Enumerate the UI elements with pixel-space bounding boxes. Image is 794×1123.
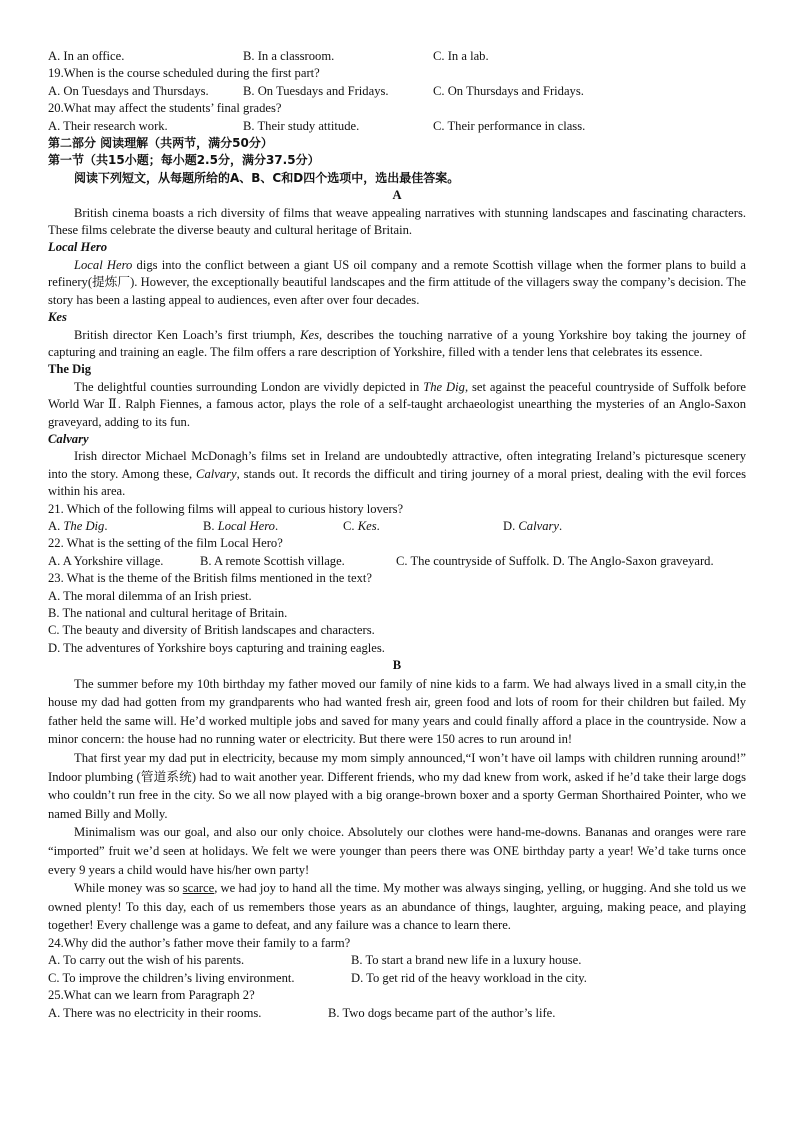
q21-option-c[interactable]: C. Kes. (343, 518, 380, 533)
passage-b-paragraph-2: That first year my dad put in electricity, because my mom simply announced,“I won’t have oil lamps with children running around!” Indoor plumbing (管道系统) had to wait another year. Different friends, who my dad knew from work, asked if he’d take their large dogs who couldn’t run free in the city. So we all now played with a big orange-brown boxer and a sporty German Shorthaired Pointer, who we named Billy and Molly. (48, 751, 746, 821)
q21-question: 21. Which of the following films will appeal to curious history lovers? (48, 501, 404, 516)
q20-question: 20.What may affect the students’ final grades? (48, 101, 282, 116)
film-title-local-hero: Local Hero (48, 240, 108, 255)
q21-option-a[interactable]: A. The Dig. (48, 518, 108, 533)
q23-question: 23. What is the theme of the British films mentioned in the text? (48, 571, 372, 586)
q24-option-d[interactable]: D. To get rid of the heavy workload in the city. (351, 970, 587, 985)
q20-options (48, 118, 746, 135)
part2-title: 第二部分 阅读理解（共两节，满分50分） (48, 136, 273, 151)
q18-option-c[interactable]: C. In a lab. (433, 49, 489, 63)
q18-options (48, 48, 746, 65)
q21-options (48, 518, 746, 535)
q22-options (48, 553, 746, 570)
passage-a-label: A (392, 188, 402, 203)
q18-option-b[interactable]: B. In a classroom. (243, 49, 335, 63)
q23-option-d[interactable]: D. The adventures of Yorkshire boys capturing and training eagles. (48, 640, 385, 655)
q24-option-c[interactable]: C. To improve the children’s living environment. (48, 970, 295, 985)
q22-option-a[interactable]: A. A Yorkshire village. (48, 553, 164, 568)
q18-option-a[interactable]: A. In an office. (48, 49, 125, 63)
q19-option-c[interactable]: C. On Thursdays and Fridays. (433, 83, 584, 98)
underlined-word-scarce: scarce (182, 881, 215, 896)
passage-b-label: B (392, 658, 402, 673)
film-title-calvary: Calvary (48, 431, 89, 446)
film-desc-the-dig: The delightful counties surrounding London are vividly depicted in The Dig, set against the peaceful countryside of Suffolk before World War Ⅱ. Ralph Fiennes, a famous actor, plays the role of a self-taught archaeologist unearthing the mysteries of an Anglo-Saxon graveyard, adding to its fun. (48, 379, 746, 429)
q22-option-cd[interactable]: C. The countryside of Suffolk. D. The Anglo-Saxon graveyard. (396, 553, 714, 568)
passage-a-intro: British cinema boasts a rich diversity of films that weave appealing narratives with stunning landscapes and fascinating characters. These films celebrate the diverse beauty and cultural heritage of Britain. (48, 205, 746, 238)
passage-b-paragraph-4: While money was so scarce, we had joy to hand all the time. My mother was always singing, yelling, or hugging. And she told us we owned plenty! To this day, each of us remembers those years as an abundance of things, laughter, arguing, making peace, and playing together! Every challenge was a game to defeat, and any failure was a chance to learn there. (48, 881, 746, 933)
q23-option-b[interactable]: B. The national and cultural heritage of Britain. (48, 606, 288, 620)
q22-question: 22. What is the setting of the film Local Hero? (48, 536, 283, 551)
q25-option-b[interactable]: B. Two dogs became part of the author’s life. (328, 1005, 556, 1020)
q19-option-b[interactable]: B. On Tuesdays and Fridays. (243, 83, 389, 98)
q25-option-a[interactable]: A. There was no electricity in their rooms. (48, 1005, 262, 1020)
q19-question: 19.When is the course scheduled during the first part? (48, 66, 320, 81)
q24-options-row2 (48, 970, 746, 987)
reading-instruction: 阅读下列短文，从每题所给的A、B、C和D四个选项中，选出最佳答案。 (74, 170, 460, 185)
q23-option-c[interactable]: C. The beauty and diversity of British landscapes and characters. (48, 623, 375, 638)
passage-b-paragraph-3: Minimalism was our goal, and also our only choice. Absolutely our clothes were hand-me-downs. Bananas and oranges were rare “imported” fruit we’d seen at holidays. We felt we were younger than peers there was ONE birthday party a year! We’d take turns once every 9 years a child would have his/her own party! (48, 825, 746, 877)
q25-question: 25.What can we learn from Paragraph 2? (48, 988, 255, 1003)
q24-options-row1 (48, 952, 746, 969)
q24-question: 24.Why did the author’s father move their family to a farm? (48, 935, 351, 950)
q21-option-b[interactable]: B. Local Hero. (203, 518, 279, 533)
q22-option-b[interactable]: B. A remote Scottish village. (200, 553, 345, 568)
q20-option-a[interactable]: A. Their research work. (48, 118, 168, 133)
q19-options (48, 83, 746, 100)
section1-title: 第一节（共15小题；每小题2.5分，满分37.5分） (48, 153, 320, 168)
passage-b-paragraph-1: The summer before my 10th birthday my father moved our family of nine kids to a farm. We had always lived in a small city,in the house my dad had gotten from my grandparents who had wanted fresh air, green food and lots of room for their children but failed. My father held the same will. He’d worked multiple jobs and saved for many years and could finally afford a place in the countryside. Now a minor concern: the house had no running water or electricity. But there were 150 acres to run around in! (48, 676, 746, 747)
q20-option-c[interactable]: C. Their performance in class. (433, 118, 586, 133)
film-desc-local-hero: Local Hero digs into the conflict between a giant US oil company and a remote Scottish village when the former plans to build a refinery(提炼厂). However, the exceptionally beautiful landscapes and the firm attitude of the villagers sway the company’s decision. The story has been a lasting appeal to audiences, even after over four decades. (48, 257, 746, 307)
q24-option-b[interactable]: B. To start a brand new life in a luxury house. (351, 953, 582, 968)
q20-option-b[interactable]: B. Their study attitude. (243, 118, 360, 133)
q23-option-a[interactable]: A. The moral dilemma of an Irish priest. (48, 588, 252, 603)
exam-page (48, 48, 746, 1022)
film-title-the-dig: The Dig (48, 362, 92, 377)
film-title-kes: Kes (48, 310, 67, 325)
film-lead-local-hero: Local Hero (74, 257, 133, 272)
q19-option-a[interactable]: A. On Tuesdays and Thursdays. (48, 83, 209, 98)
film-desc-calvary: Irish director Michael McDonagh’s films set in Ireland are undoubtedly attractive, often integrating Ireland’s picturesque scenery into the story. Among these, Calvary, stands out. It records the difficult and tiring journey of a moral priest, dealing with the evil forces within his area. (48, 449, 746, 499)
film-desc-kes: British director Ken Loach’s first triumph, Kes, describes the touching narrative of a young Yorkshire boy taking the journey of capturing and training an eagle. The film offers a rare description of Yorkshire, filled with a tender lens that celebrates its essence. (48, 327, 747, 359)
q21-option-d[interactable]: D. Calvary. (503, 518, 563, 533)
q24-option-a[interactable]: A. To carry out the wish of his parents. (48, 953, 245, 968)
q25-options (48, 1005, 746, 1022)
